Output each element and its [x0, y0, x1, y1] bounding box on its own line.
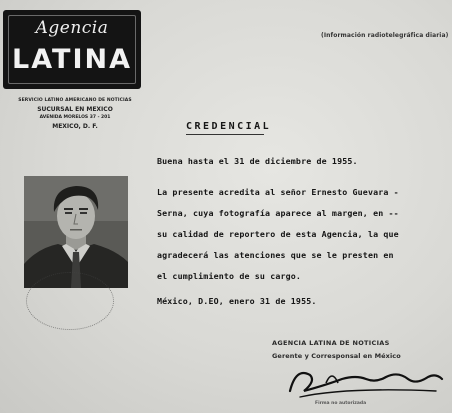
body-line: el cumplimiento de su cargo.	[157, 271, 302, 281]
portrait-photo	[24, 176, 128, 288]
logo-script-text: Agencia	[35, 18, 109, 38]
body-line: Serna, cuya fotografía aparece al margen, en --	[157, 208, 399, 218]
seal-stamp	[26, 272, 114, 330]
signature-org-line: AGENCIA LATINA DE NOTICIAS	[272, 339, 390, 347]
letterhead-line-4: MEXICO, D. F.	[52, 123, 98, 130]
letterhead-line-1: SERVICIO LATINO AMERICANO DE NOTICIAS	[18, 98, 132, 103]
header-note: (Información radiotelegráfica diaria)	[321, 32, 449, 39]
document-title: CREDENCIAL	[186, 121, 272, 132]
signature-caption: Firma no autorizada	[315, 401, 367, 406]
agencia-latina-logo	[3, 10, 141, 89]
body-line: La presente acredita al señor Ernesto Guevara -	[157, 187, 399, 197]
body-line: su calidad de reportero de esta Agencia, la que	[157, 229, 399, 239]
logo-main-text: LATINA	[12, 44, 132, 75]
valid-until-line: Buena hasta el 31 de diciembre de 1955.	[157, 156, 358, 166]
handwritten-signature	[286, 357, 446, 405]
portrait-drawing	[24, 176, 128, 288]
letterhead-line-3: AVENIDA MORELOS 37 - 201	[39, 115, 111, 120]
date-line: México, D.EO, enero 31 de 1955.	[157, 296, 317, 306]
title-underline	[186, 134, 264, 135]
body-line: agradecerá las atenciones que se le presten en	[157, 250, 394, 260]
letterhead-line-2: SUCURSAL EN MEXICO	[37, 106, 113, 113]
signature-title-line: Gerente y Corresponsal en México	[272, 352, 401, 360]
